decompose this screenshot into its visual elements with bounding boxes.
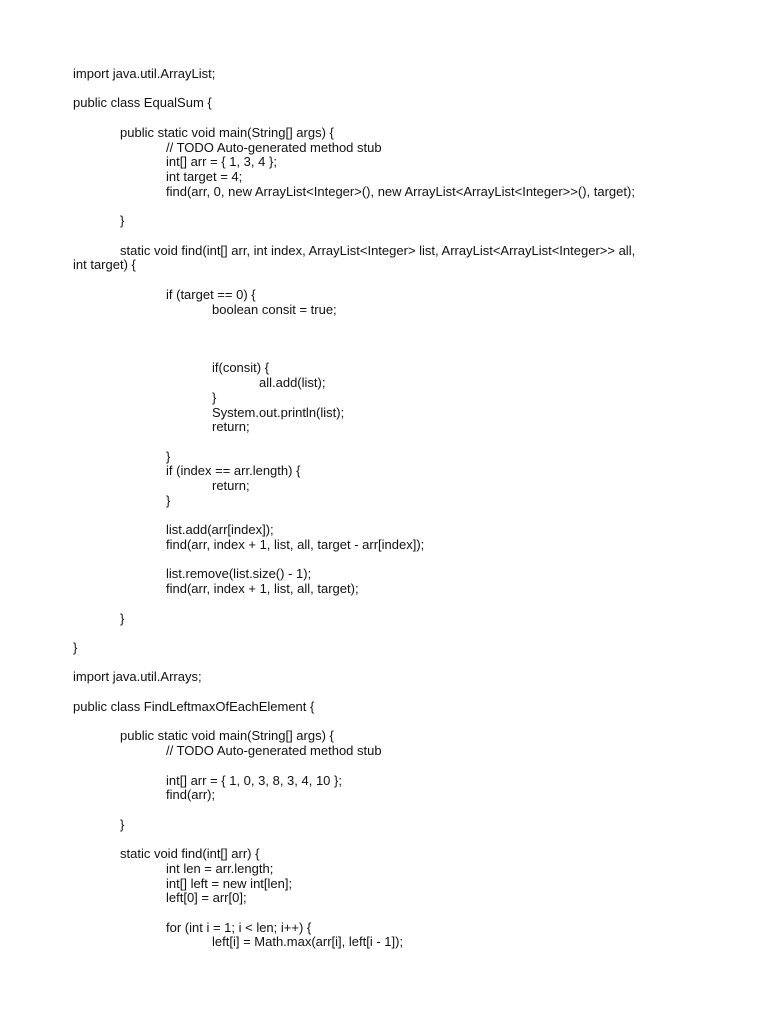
code-line: list.remove(list.size() - 1); — [166, 566, 312, 582]
code-line: } — [73, 640, 78, 656]
code-line: static void find(int[] arr, int index, ArrayList<Integer> list, ArrayList<ArrayList<Integer>> all, — [120, 242, 636, 258]
code-line: find(arr, 0, new ArrayList<Integer>(), new ArrayList<ArrayList<Integer>>(), target); — [166, 183, 635, 199]
code-line: find(arr); — [166, 787, 216, 803]
code-line: import java.util.ArrayList; — [73, 66, 216, 81]
blank-line — [73, 317, 713, 332]
blank-line — [73, 111, 713, 126]
code-line: int[] arr = { 1, 3, 4 }; — [166, 154, 277, 170]
code-line: public class FindLeftmaxOfEachElement { — [73, 698, 315, 714]
code-line: public static void main(String[] args) { — [120, 728, 334, 744]
blank-line — [73, 435, 713, 450]
blank-line — [73, 906, 713, 921]
blank-line — [73, 199, 713, 214]
blank-line — [73, 597, 713, 612]
code-line: return; — [212, 478, 250, 494]
blank-line — [73, 626, 713, 641]
code-line: } — [120, 213, 125, 229]
code-line: } — [212, 389, 217, 405]
code-line: boolean consit = true; — [212, 301, 337, 317]
blank-line — [73, 347, 713, 362]
code-line: if (target == 0) { — [166, 286, 256, 302]
blank-line — [73, 332, 713, 347]
code-line: } — [120, 610, 125, 626]
blank-line — [73, 229, 713, 244]
code-line: int len = arr.length; — [166, 860, 274, 876]
code-line: import java.util.Arrays; — [73, 669, 202, 685]
code-line: int[] arr = { 1, 0, 3, 8, 3, 4, 10 }; — [166, 772, 342, 788]
code-line: list.add(arr[index]); — [166, 522, 274, 538]
code-line: // TODO Auto-generated method stub — [166, 743, 382, 759]
code-line: } — [166, 492, 171, 508]
blank-line — [73, 509, 713, 524]
code-line: int[] left = new int[len]; — [166, 875, 293, 891]
blank-line — [73, 685, 713, 700]
blank-line — [73, 759, 713, 774]
code-line: if (index == arr.length) { — [166, 463, 301, 479]
code-line: // TODO Auto-generated method stub — [166, 139, 382, 155]
code-line: } — [166, 448, 171, 464]
code-line: return; — [212, 419, 250, 435]
code-line: } — [120, 816, 125, 832]
code-line: static void find(int[] arr) { — [120, 846, 260, 862]
code-line: int target = 4; — [166, 169, 243, 185]
code-line: public class EqualSum { — [73, 95, 212, 111]
code-line: left[i] = Math.max(arr[i], left[i - 1]); — [212, 934, 404, 950]
blank-line — [73, 273, 713, 288]
blank-line — [73, 82, 713, 97]
blank-line — [73, 553, 713, 568]
code-line: public static void main(String[] args) { — [120, 124, 334, 140]
blank-line — [73, 803, 713, 818]
code-line: left[0] = arr[0]; — [166, 890, 247, 906]
blank-line — [73, 715, 713, 730]
blank-line — [73, 832, 713, 847]
blank-line — [73, 656, 713, 671]
code-line: if(consit) { — [212, 360, 270, 376]
code-line: int target) { — [73, 257, 136, 273]
code-line: System.out.println(list); — [212, 404, 345, 420]
code-line: find(arr, index + 1, list, all, target); — [166, 581, 359, 597]
code-line: all.add(list); — [259, 375, 326, 391]
code-listing — [73, 67, 713, 950]
code-line: for (int i = 1; i < len; i++) { — [166, 919, 312, 935]
code-line: find(arr, index + 1, list, all, target - arr[index]); — [166, 537, 425, 552]
